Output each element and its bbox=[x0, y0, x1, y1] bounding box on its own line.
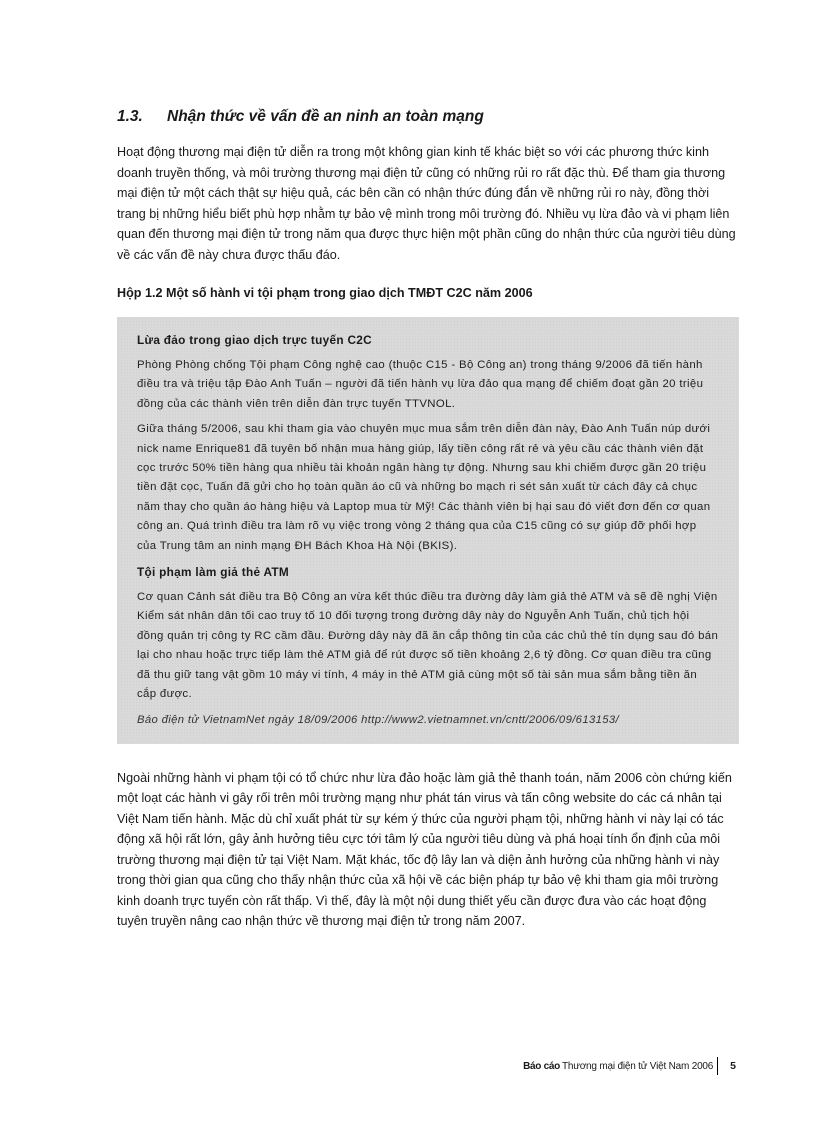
box-caption: Hộp 1.2 Một số hành vi tội phạm trong giao dịch TMĐT C2C năm 2006 bbox=[117, 286, 533, 300]
case1-title: Lừa đảo trong giao dịch trực tuyến C2C bbox=[137, 333, 372, 347]
footer-label: Báo cáo bbox=[523, 1060, 560, 1072]
case1-paragraph-2: Giữa tháng 5/2006, sau khi tham gia vào chuyên mục mua sắm trên diễn đàn này, Đào Anh Tuấn núp dưới nick name Enrique81 đã tuyên bố nhận mua hàng giúp, lấy tiền công rất rẻ và yêu cầu các thành viên đặt cọc trước 50% tiền hàng qua nhiều tài khoản ngân hàng tự động. Nhưng sau khi chiếm được gần 20 triệu tiền đặt cọc, Tuấn đã gửi cho họ toàn quần áo cũ và những bo mạch ri sét sản xuất từ cách đây cả chục năm thay cho quần áo hàng hiệu và Laptop mua từ Mỹ! Các thành viên bị hại sau đó viết đơn đến cơ quan công an. Quá trình điều tra làm rõ vụ việc trong vòng 2 tháng qua của C15 cũng có sự giúp đỡ phối hợp của Trung tâm an ninh mạng ĐH Bách Khoa Hà Nội (BKIS). bbox=[137, 423, 711, 552]
page-number: 5 bbox=[730, 1060, 736, 1072]
intro-paragraph: Hoạt động thương mại điện tử diễn ra trong một không gian kinh tế khác biệt so với các phương thức kinh doanh truyền thống, và môi trường thương mại điện tử cũng có những rủi ro rất đặc thù. Để tham gia thương mại điện tử một cách thật sự hiệu quả, các bên cần có nhận thức đúng đắn về những rủi ro này, đồng thời trang bị những hiểu biết phù hợp nhằm tự bảo vệ mình trong môi trường đó. Nhiều vụ lừa đảo và vi phạm liên quan đến thương mại điện tử trong năm qua được thực hiện một phần cũng do nhận thức của người tiêu dùng về các vấn đề này chưa được thấu đáo. bbox=[117, 145, 736, 262]
section-title: Nhận thức về vấn đề an ninh an toàn mạng bbox=[167, 108, 484, 125]
footer-title: Thương mại điện tử Việt Nam 2006 bbox=[561, 1060, 714, 1072]
box-source: Báo điện tử VietnamNet ngày 18/09/2006 http://www2.vietnamnet.vn/cntt/2006/09/613153/ bbox=[137, 713, 619, 726]
case2-title: Tội phạm làm giả thẻ ATM bbox=[137, 565, 290, 580]
section-number: 1.3. bbox=[117, 108, 143, 125]
page-footer bbox=[523, 1057, 736, 1075]
footer-divider bbox=[717, 1057, 718, 1075]
section-heading bbox=[117, 106, 739, 128]
closing-paragraph: Ngoài những hành vi phạm tội có tổ chức như lừa đảo hoặc làm giả thẻ thanh toán, năm 2006 còn chứng kiến một loạt các hành vi gây rối trên môi trường mạng như phát tán virus và tấn công website do các cá nhân tại Việt Nam tiến hành. Mặc dù chỉ xuất phát từ sự kém ý thức của người phạm tội, những hành vi này lại có tác động xã hội rất lớn, gây ảnh hưởng tiêu cực tới tâm lý của người tiêu dùng và phá hoại tính ổn định của môi trường thương mại điện tử tại Việt Nam. Mặt khác, tốc độ lây lan và diện ảnh hưởng của những hành vi này trong thời gian qua cũng cho thấy nhận thức của xã hội về các biện pháp tự bảo vệ khi tham gia môi trường kinh doanh trực tuyến còn rất thấp. Vì thế, đây là một nội dung thiết yếu cần được đưa vào các hoạt động tuyên truyền nâng cao nhận thức về thương mại điện tử trong năm 2007. bbox=[117, 770, 732, 928]
page-content bbox=[117, 106, 739, 932]
case1-paragraph-1: Phòng Phòng chống Tội phạm Công nghệ cao (thuộc C15 - Bộ Công an) trong tháng 9/2006 đã tiến hành điều tra và triệu tập Đào Anh Tuấn – người đã tiến hành vụ lừa đảo qua mạng để chiếm đoạt gần 20 triệu đồng của các thành viên trên diễn đàn trực tuyến TTVNOL. bbox=[137, 359, 704, 410]
case2-paragraph-1: Cơ quan Cảnh sát điều tra Bộ Công an vừa kết thúc điều tra đường dây làm giả thẻ ATM và sẽ đề nghị Viện Kiểm sát nhân dân tối cao truy tố 10 đối tượng trong đường dây này do Nguyễn Anh Tuấn, chủ tịch hội đồng quản trị công ty RC cầm đầu. Đường dây này đã ăn cắp thông tin của các chủ thẻ tín dụng sau đó bán lại cho nhau hoặc trực tiếp làm thẻ ATM giả để rút được số tiền khoảng 2,6 tỷ đồng. Cơ quan điều tra cũng đã thu giữ tang vật gồm 10 máy vi tính, 4 máy in thẻ ATM giả cùng một số tài sản mua sắm bằng tiền ăn cắp được. bbox=[137, 591, 719, 701]
info-box bbox=[117, 317, 739, 744]
